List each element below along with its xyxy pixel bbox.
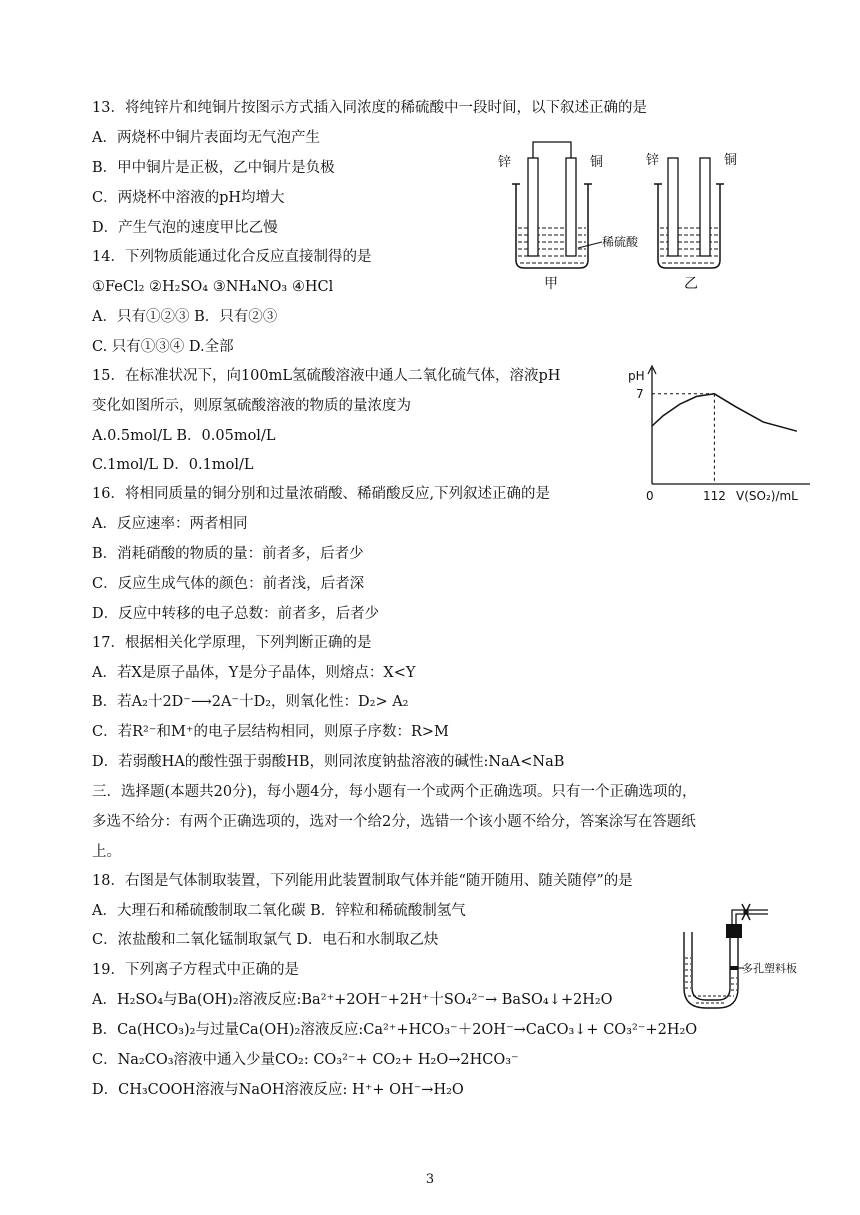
- q15-options-cd: C.1mol/L D．0.1mol/L: [92, 457, 254, 473]
- q19-option-c: C．Na₂CO₃溶液中通入少量CO₂: CO₃²⁻+ CO₂+ H₂O→2HCO₃⁻: [92, 1052, 519, 1068]
- label-zinc-yi: 锌: [646, 153, 660, 168]
- q13-option-a: A．两烧杯中铜片表面均无气泡产生: [92, 130, 320, 146]
- label-zinc-jia: 锌: [498, 155, 512, 170]
- label-copper-jia: 铜: [590, 155, 604, 170]
- porous-plastic-plate: [730, 966, 738, 970]
- q16-option-d: D．反应中转移的电子总数：前者多，后者少: [92, 606, 380, 622]
- label-jia: 甲: [544, 276, 558, 292]
- q13-option-b: B．甲中铜片是正极，乙中铜片是负极: [92, 160, 335, 176]
- q17-option-a: A．若X是原子晶体，Y是分子晶体，则熔点：X<Y: [92, 665, 416, 681]
- label-yi: 乙: [684, 276, 698, 292]
- page-number: 3: [425, 1172, 435, 1187]
- q13-option-d: D．产生气泡的速度甲比乙慢: [92, 220, 278, 236]
- electrodes-yi: [668, 158, 710, 256]
- clamp-icon: [742, 904, 750, 920]
- ph-curve-series: [652, 394, 797, 431]
- q15-options-ab: A.0.5mol/L B．0.05mol/L: [92, 428, 276, 444]
- q14-options-ab: A．只有①②③ B．只有②③: [92, 309, 278, 325]
- q19-option-d: D．CH₃COOH溶液与NaOH溶液反应: H⁺+ OH⁻→H₂O: [92, 1082, 464, 1098]
- q18-options-ab: A．大理石和稀硫酸制取二氧化碳 B．锌粒和稀硫酸制氢气: [92, 903, 466, 919]
- q19-stem: 19．下列离子方程式中正确的是: [92, 962, 299, 978]
- beakers-figure: [498, 138, 780, 294]
- rubber-stopper: [726, 924, 742, 938]
- q14-options-cd: C. 只有①③④ D.全部: [92, 339, 234, 355]
- u-tube-liquid: [685, 958, 737, 1003]
- q17-stem: 17．根据相关化学原理，下列判断正确的是: [92, 635, 372, 651]
- q16-option-a: A．反应速率：两者相同: [92, 516, 248, 532]
- q17-option-b: B．若A₂十2D⁻⟶2A⁻十D₂，则氧化性：D₂> A₂: [92, 694, 409, 710]
- q19-option-b: B．Ca(HCO₃)₂与过量Ca(OH)₂溶液反应:Ca²⁺+HCO₃⁻＋2OH⁻→CaCO₃↓+ CO₃²⁻+2H₂O: [92, 1022, 698, 1038]
- beaker-jia: [512, 184, 592, 268]
- x-axis-label: V(SO₂)/mL: [736, 489, 798, 503]
- q18-stem: 18．右图是气体制取装置，下列能用此装置制取气体并能“随开随用、随关随停”的是: [92, 873, 633, 889]
- q13-stem: 13．将纯锌片和纯铜片按图示方式插入同浓度的稀硫酸中一段时间，以下叙述正确的是: [92, 100, 647, 116]
- label-copper-yi: 铜: [724, 153, 738, 168]
- ph-axes: [652, 368, 810, 484]
- q16-option-b: B．消耗硝酸的物质的量：前者多，后者少: [92, 546, 364, 562]
- q15-stem-1: 15．在标准状况下，向100mL氢硫酸溶液中通人二氧化硫气体，溶液pH: [92, 368, 561, 384]
- label-porous-plate: 多孔塑料板: [742, 962, 797, 975]
- label-acid: 稀硫酸: [602, 235, 639, 249]
- section3-instructions-2: 多选不给分：有两个正确选项的，选对一个给2分，选错一个该小题不给分，答案涂写在答题纸: [92, 814, 696, 830]
- q16-stem: 16．将相同质量的铜分别和过量浓硝酸、稀硝酸反应,下列叙述正确的是: [92, 486, 551, 502]
- beaker-yi: [654, 184, 724, 268]
- q17-option-d: D．若弱酸HA的酸性强于弱酸HB，则同浓度钠盐溶液的碱性:NaA<NaB: [92, 754, 565, 770]
- q16-option-c: C．反应生成气体的颜色：前者浅，后者深: [92, 576, 365, 592]
- x-tick-112: 112: [702, 489, 726, 503]
- q15-stem-2: 变化如图所示，则原氢硫酸溶液的物质的量浓度为: [92, 398, 411, 414]
- q18-options-cd: C．浓盐酸和二氧化锰制取氯气 D．电石和水制取乙炔: [92, 932, 439, 948]
- acid-pointer-line: [578, 242, 602, 248]
- section3-instructions-1: 三．选择题(本题共20分)，每小题4分，每小题有一个或两个正确选项。只有一个正确选项的，: [92, 784, 697, 800]
- q13-option-c: C．两烧杯中溶液的pH均增大: [92, 190, 285, 206]
- gas-apparatus-figure: [676, 902, 826, 1014]
- delivery-tube: [732, 910, 768, 924]
- y-axis-label: pH: [628, 369, 645, 383]
- section3-instructions-3: 上。: [92, 844, 121, 860]
- ph-chart: [618, 364, 818, 504]
- y-tick-7: 7: [636, 386, 644, 401]
- q17-option-c: C．若R²⁻和M⁺的电子层结构相同，则原子序数：R>M: [92, 724, 449, 740]
- q19-option-a: A．H₂SO₄与Ba(OH)₂溶液反应:Ba²⁺+2OH⁻+2H⁺十SO₄²⁻→ BaSO₄↓+2H₂O: [92, 992, 613, 1008]
- origin-label: 0: [646, 489, 654, 503]
- q14-stem: 14．下列物质能通过化合反应直接制得的是: [92, 249, 372, 265]
- electrodes-jia: [528, 142, 576, 256]
- q14-items: ①FeCl₂ ②H₂SO₄ ③NH₄NO₃ ④HCl: [92, 279, 334, 295]
